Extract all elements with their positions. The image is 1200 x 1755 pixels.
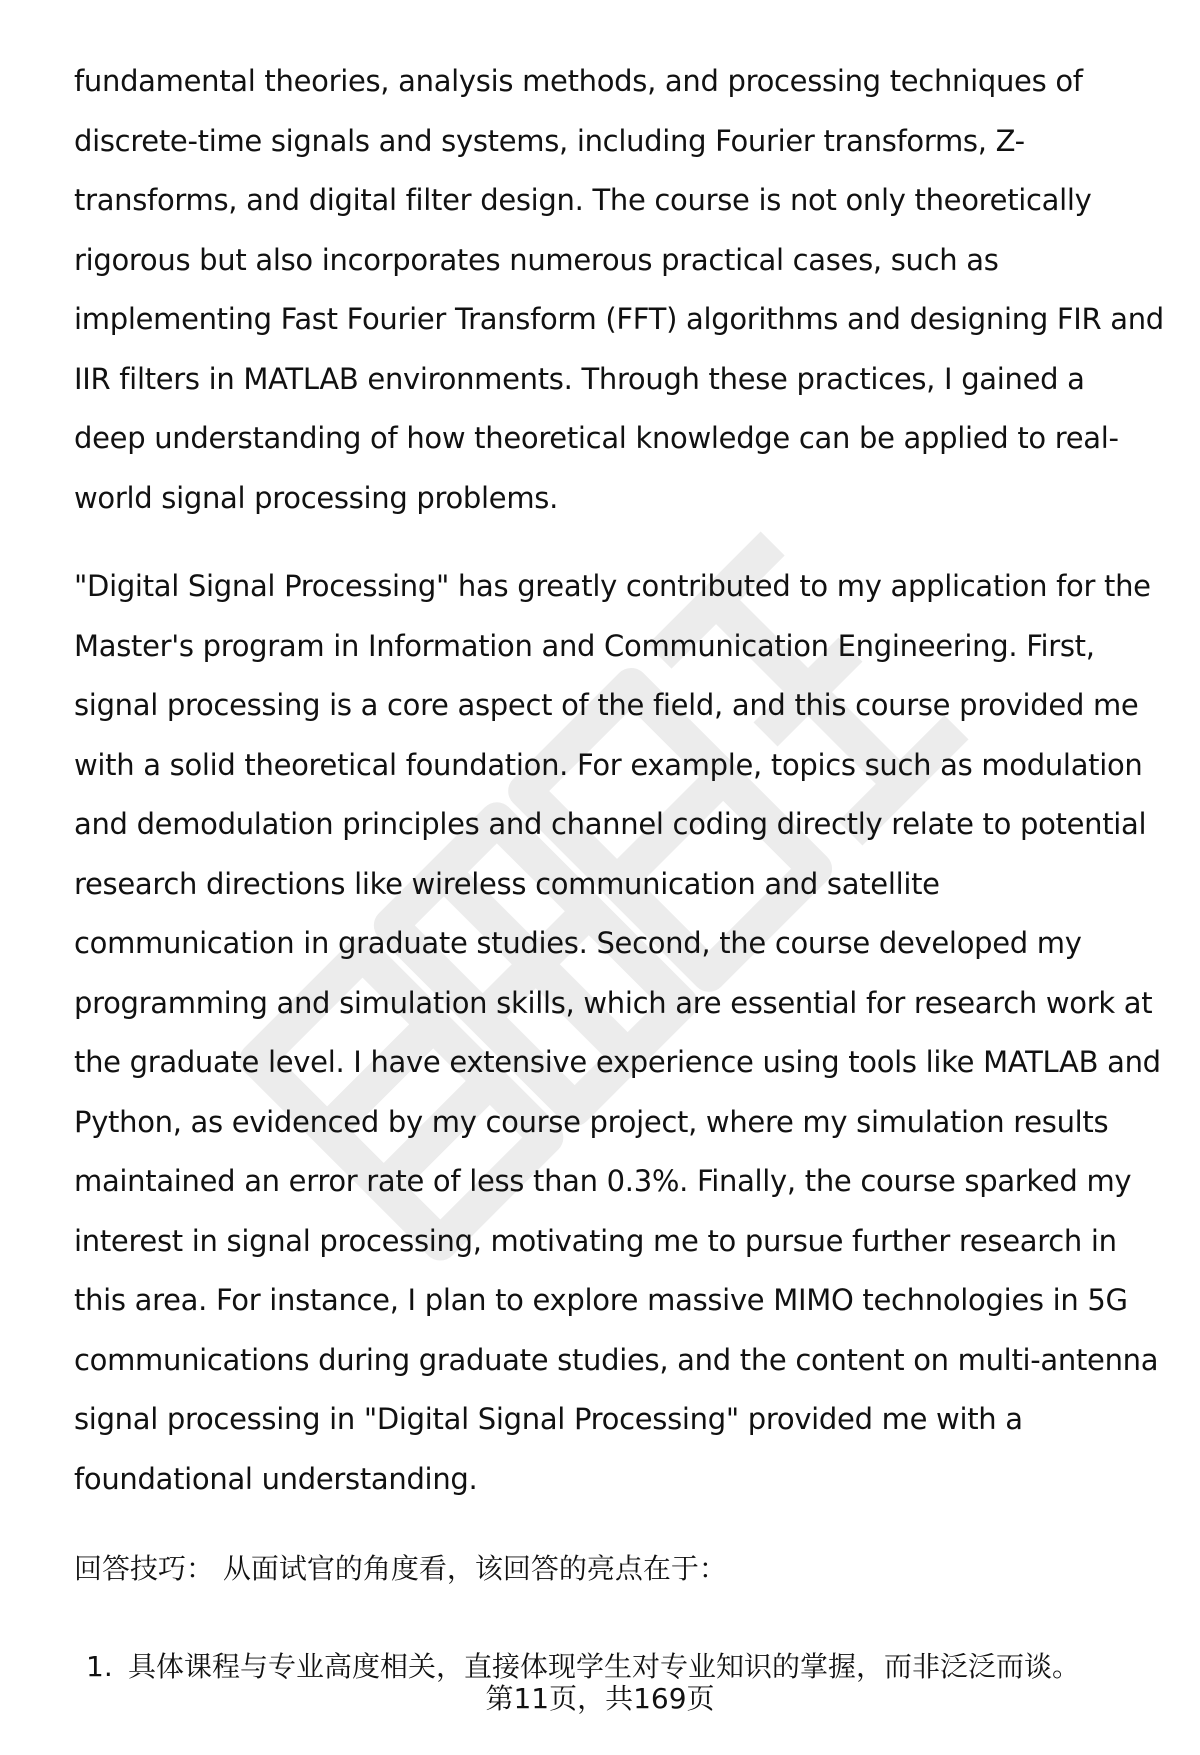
body-paragraph: fundamental theories, analysis methods, and processing techniques of discrete-time signals and systems, including Fourier transforms, Z-transforms, and digital filter design. The course is not only theoretically rigorous but also incorporates numerous practical cases, such as implementing Fast Fourier Transform (FFT) algorithms and designing FIR and IIR filters in MATLAB environments. Through these practices, I gained a deep understanding of how theoretical knowledge can be applied to real-world signal processing problems. [74, 64, 1164, 515]
document-body [74, 52, 1164, 1687]
list-item-text: 具体课程与专业高度相关，直接体现学生对专业知识的掌握，而非泛泛而谈。 [128, 1650, 1081, 1683]
body-paragraph: "Digital Signal Processing" has greatly contributed to my application for the Master's program in Information and Communication Engineering. First, signal processing is a core aspect of the field, and this course provided me with a solid theoretical foundation. For example, topics such as modulation and demodulation principles and channel coding directly relate to potential research directions like wireless communication and satellite communication in graduate studies. Second, the course developed my programming and simulation skills, which are essential for research work at the graduate level. I have extensive experience using tools like MATLAB and Python, as evidenced by my course project, where my simulation results maintained an error rate of less than 0.3%. Finally, the course sparked my interest in signal processing, motivating me to pursue further research in this area. For instance, I plan to explore massive MIMO technologies in 5G communications during graduate studies, and the content on multi-antenna signal processing in "Digital Signal Processing" provided me with a foundational understanding. [74, 569, 1161, 1496]
tips-label: 回答技巧： [74, 1552, 215, 1585]
page-number-footer: 第11页，共169页 [485, 1682, 715, 1715]
list-item-number: 1. [86, 1650, 113, 1683]
tips-intro: 从面试官的角度看，该回答的亮点在于： [222, 1552, 727, 1585]
tips-heading [74, 1549, 1164, 1589]
